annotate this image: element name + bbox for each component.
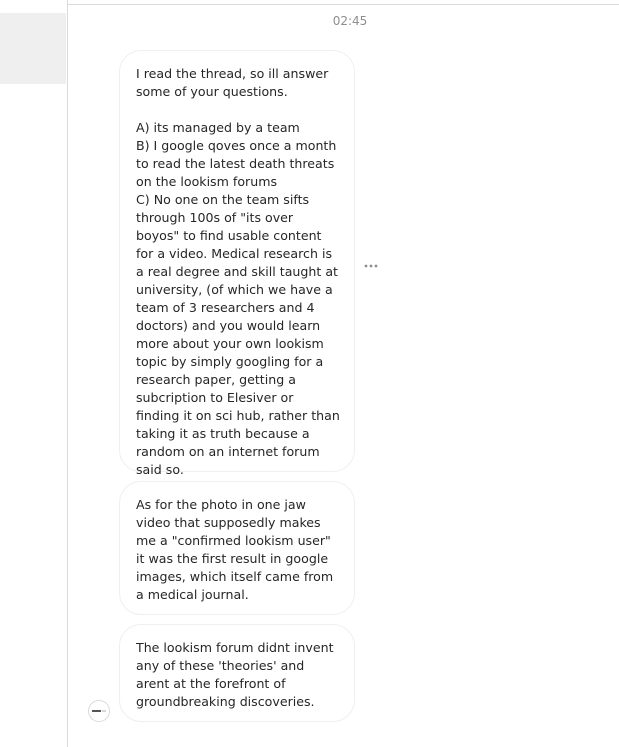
avatar-logo-icon [92,709,106,713]
more-options-button[interactable] [362,258,380,274]
conversation-list-item-selected[interactable] [0,13,66,84]
message-bubble[interactable]: The lookism forum didnt invent any of these 'theories' and arent at the forefront of groundbreaking discoveries. [119,624,355,722]
sender-avatar[interactable] [88,700,110,722]
message-bubble[interactable]: As for the photo in one jaw video that supposedly makes me a "confirmed lookism user" it was the first result in google images, which itself came from a medical journal. [119,481,355,615]
conversation-list-pane [0,0,68,747]
message-timestamp: 02:45 [332,14,368,28]
more-horizontal-icon [364,264,378,268]
header-divider [67,4,619,5]
message-bubble[interactable]: I read the thread, so ill answer some of your questions. A) its managed by a team B) I google qoves once a month to read the latest death threats on the lookism forums C) No one on the team sifts through 100s of "its over boyos" to find usable content for a video. Medical research is a real degree and skill taught at university, (of which we have a team of 3 researchers and 4 doctors) and you would learn more about your own lookism topic by simply googling for a research paper, getting a subcription to Elesiver or finding it on sci hub, rather than taking it as truth because a random on an internet forum said so. [119,50,355,472]
